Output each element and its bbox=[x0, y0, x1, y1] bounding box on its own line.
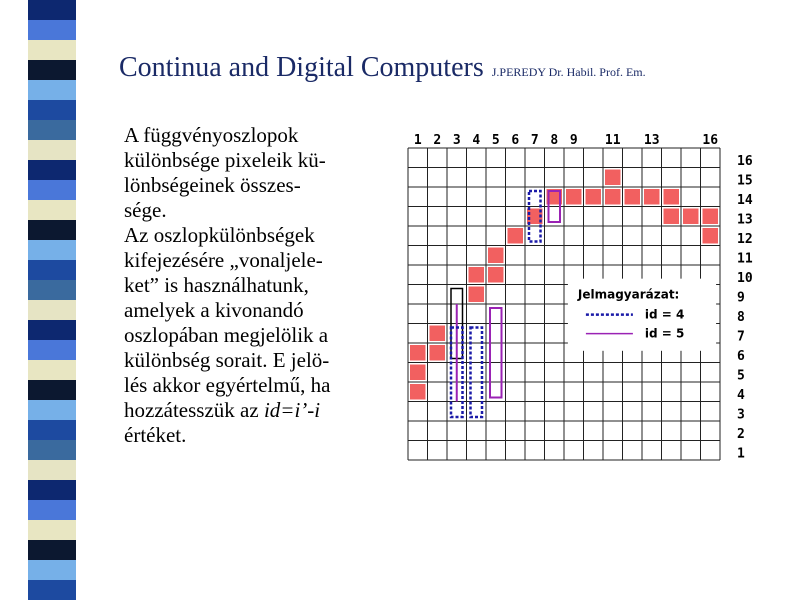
filled-pixel bbox=[508, 228, 524, 244]
column-label: 2 bbox=[433, 133, 442, 148]
text-line: amelyek a kivonandó bbox=[124, 298, 304, 322]
stripe-band bbox=[28, 260, 76, 280]
filled-pixel bbox=[605, 170, 621, 186]
filled-pixel bbox=[664, 209, 680, 225]
filled-pixel bbox=[410, 384, 426, 400]
stripe-band bbox=[28, 100, 76, 120]
row-label: 15 bbox=[737, 173, 753, 189]
stripe-band bbox=[28, 220, 76, 240]
row-label: 14 bbox=[737, 193, 753, 208]
column-label: 13 bbox=[643, 133, 660, 148]
stripe-band bbox=[28, 480, 76, 500]
row-label: 2 bbox=[737, 427, 745, 442]
stripe-band bbox=[28, 360, 76, 380]
filled-pixel bbox=[703, 228, 719, 244]
row-label: 16 bbox=[737, 154, 753, 169]
stripe-band bbox=[28, 560, 76, 580]
text-line: Az oszlopkülönbségek bbox=[124, 223, 315, 247]
slide-title bbox=[119, 52, 646, 84]
stripe-band bbox=[28, 240, 76, 260]
stripe-band bbox=[28, 520, 76, 540]
title-author: J.PEREDY Dr. Habil. Prof. Em. bbox=[491, 65, 646, 79]
column-label: 8 bbox=[550, 133, 559, 148]
row-label: 10 bbox=[737, 271, 753, 286]
legend-title: Jelmagyarázat: bbox=[577, 287, 680, 302]
column-label: 3 bbox=[452, 133, 461, 148]
row-label: 1 bbox=[737, 446, 745, 462]
stripe-band bbox=[28, 400, 76, 420]
row-label: 6 bbox=[737, 349, 745, 364]
legend-label: id = 4 bbox=[644, 307, 685, 322]
filled-pixel bbox=[664, 189, 680, 205]
stripe-band bbox=[28, 160, 76, 180]
row-label: 12 bbox=[737, 232, 753, 247]
stripe-band bbox=[28, 280, 76, 300]
text-line: értéket. bbox=[124, 423, 187, 447]
stripe-band bbox=[28, 420, 76, 440]
column-label: 7 bbox=[530, 133, 539, 148]
row-label: 5 bbox=[737, 368, 745, 384]
text-line: kifejezésére „vonaljele- bbox=[124, 248, 323, 272]
text-line: ket” is használhatunk, bbox=[124, 273, 309, 297]
filled-pixel bbox=[469, 287, 485, 303]
stripe-band bbox=[28, 460, 76, 480]
purple-col5-box bbox=[490, 308, 502, 398]
filled-pixel bbox=[703, 209, 719, 225]
row-label: 9 bbox=[737, 290, 745, 306]
filled-pixel bbox=[430, 326, 446, 342]
text-line-formula: hozzátesszük az id=i’-i bbox=[124, 398, 321, 422]
formula: id=i’-i bbox=[263, 398, 321, 422]
stripe-band bbox=[28, 180, 76, 200]
column-label: 16 bbox=[702, 133, 719, 148]
text-line: A függvényoszlopok bbox=[124, 123, 299, 147]
filled-pixel bbox=[566, 189, 582, 205]
row-label: 11 bbox=[737, 251, 753, 267]
filled-pixel bbox=[469, 267, 485, 283]
blue-col4-box bbox=[471, 328, 483, 418]
stripe-band bbox=[28, 320, 76, 340]
column-label: 11 bbox=[604, 133, 621, 148]
text-line: oszlopában megjelölik a bbox=[124, 323, 329, 347]
column-label: 6 bbox=[511, 133, 520, 148]
filled-pixel bbox=[410, 345, 426, 361]
column-label: 5 bbox=[491, 133, 500, 148]
text-line: lönbségeinek összes- bbox=[124, 173, 301, 197]
filled-pixel bbox=[488, 267, 504, 283]
stripe-band bbox=[28, 20, 76, 40]
stripe-band bbox=[28, 540, 76, 560]
text-line: sége. bbox=[124, 198, 167, 222]
row-label: 13 bbox=[737, 212, 753, 228]
pixel-grid-diagram bbox=[400, 125, 770, 470]
text-line: különbsége pixeleik kü- bbox=[124, 148, 326, 172]
column-label: 1 bbox=[413, 133, 422, 148]
stripe-band bbox=[28, 440, 76, 460]
column-label: 4 bbox=[472, 133, 481, 148]
stripe-band bbox=[28, 380, 76, 400]
filled-pixel bbox=[644, 189, 660, 205]
title-main: Continua and Digital Computers bbox=[119, 52, 484, 83]
column-label: 9 bbox=[569, 133, 578, 148]
stripe-band bbox=[28, 40, 76, 60]
filled-pixel bbox=[586, 189, 602, 205]
text-line: különbség sorait. E jelö- bbox=[124, 348, 330, 372]
stripe-band bbox=[28, 340, 76, 360]
filled-pixel bbox=[488, 248, 504, 264]
text-line: lés akkor egyértelmű, ha bbox=[124, 373, 331, 397]
stripe-band bbox=[28, 200, 76, 220]
row-label: 3 bbox=[737, 407, 745, 423]
stripe-band bbox=[28, 300, 76, 320]
body-text bbox=[124, 123, 394, 448]
stripe-band bbox=[28, 120, 76, 140]
legend-label: id = 5 bbox=[644, 326, 685, 341]
stripe-band bbox=[28, 500, 76, 520]
stripe-band bbox=[28, 0, 76, 20]
stripe-band bbox=[28, 580, 76, 600]
row-label: 7 bbox=[737, 329, 745, 345]
filled-pixel bbox=[625, 189, 641, 205]
stripe-band bbox=[28, 80, 76, 100]
filled-pixel bbox=[683, 209, 699, 225]
row-label: 8 bbox=[737, 310, 745, 325]
filled-pixel bbox=[605, 189, 621, 205]
stripe-band bbox=[28, 60, 76, 80]
stripe-band bbox=[28, 140, 76, 160]
filled-pixel bbox=[430, 345, 446, 361]
decorative-stripe bbox=[0, 0, 90, 600]
row-label: 4 bbox=[737, 388, 745, 403]
filled-pixel bbox=[410, 365, 426, 381]
